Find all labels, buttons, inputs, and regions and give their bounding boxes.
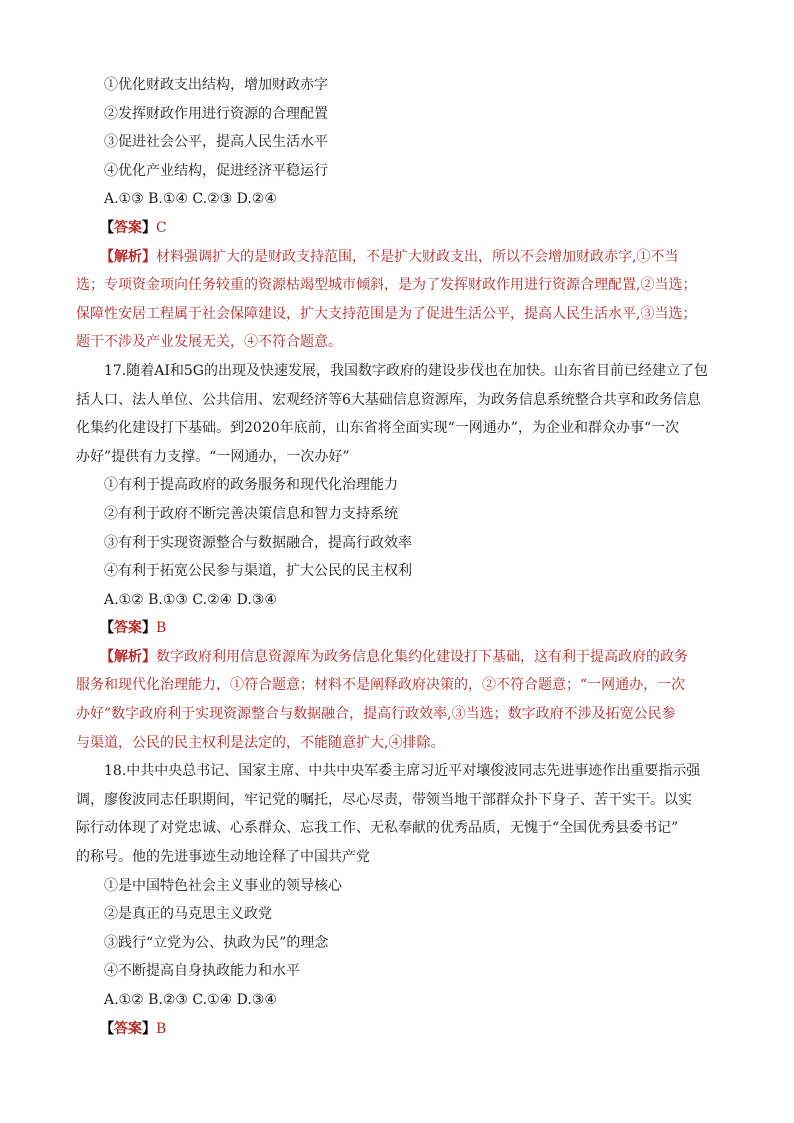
q16-analysis — [76, 243, 728, 357]
q17-analysis-line-2: 服务和现代化治理能力，①符合题意；材料不是阐释政府决策的，②不符合题意；“一网通办，一次 — [76, 677, 686, 694]
q18-option-1: ①是中国特色社会主义事业的领导核心 — [104, 877, 342, 894]
q17-option-4: ④有利于拓宽公民参与渠道，扩大公民的民主权利 — [104, 563, 412, 580]
q18-stem-line-3: 际行动体现了对党忠诚、心系群众、忘我工作、无私奉献的优秀品质，无愧于“全国优秀县委书记” — [76, 820, 679, 837]
q18-stem — [76, 757, 728, 871]
q17-stem-line-3: 化集约化建设打下基础。到2020年底前，山东省将全面实现“一网通办”，为企业和群众办事“一次 — [76, 420, 680, 437]
document-page — [76, 71, 728, 1043]
answer-value: C — [156, 219, 167, 236]
q16-analysis-line-3: 保障性安居工程属于社会保障建设，扩大支持范围是为了促进生活公平，提高人民生活水平,③当选； — [76, 305, 697, 322]
q17-option-3: ③有利于实现资源整合与数据融合，提高行政效率 — [104, 534, 412, 551]
q18-option-3: ③践行“立党为公、执政为民”的理念 — [104, 934, 329, 951]
answer-label: 答案 — [114, 620, 142, 637]
q18-option-2: ②是真正的马克思主义政党 — [104, 906, 272, 923]
q16-options — [76, 71, 728, 185]
q17-analysis-line-1: 【解析】数字政府利用信息资源库为政务信息化集约化建设打下基础，这有利于提高政府的政务 — [100, 648, 688, 665]
q16-analysis-line-1: 【解析】材料强调扩大的是财政支持范围，不是扩大财政支出，所以不会增加财政赤字,①不当 — [100, 248, 679, 265]
q17-stem — [76, 357, 728, 471]
q17-options — [76, 471, 728, 585]
answer-label: 答案 — [114, 1020, 142, 1037]
q18-stem-line-2: 调，廖俊波同志任职期间，牢记党的嘱托，尽心尽责，带领当地干部群众扑下身子、苦干实干。以实 — [76, 791, 692, 808]
q16-analysis-line-4: 题干不涉及产业发展无关，④不符合题意。 — [76, 334, 342, 351]
q17-option-1: ①有利于提高政府的政务服务和现代化治理能力 — [104, 477, 398, 494]
q16-option-4: ④优化产业结构，促进经济平稳运行 — [104, 162, 328, 179]
answer-value: B — [156, 620, 167, 637]
q17-analysis — [76, 643, 728, 757]
q18-stem-line-1: 18.中共中央总书记、国家主席、中共中央军委主席习近平对壤俊波同志先进事迹作出重要指示强 — [104, 763, 701, 780]
q17-analysis-line-4: 与渠道，公民的民主权利是法定的，不能随意扩大,④排除。 — [76, 734, 445, 751]
q16-option-3: ③促进社会公平，提高人民生活水平 — [104, 134, 328, 151]
q18-option-4: ④不断提高自身执政能力和水平 — [104, 963, 300, 980]
analysis-label: 解析 — [114, 248, 142, 265]
q18-answer: 【答案】B — [100, 1020, 167, 1037]
q16-choices: A.①③ B.①④ C.②③ D.②④ — [104, 191, 277, 208]
q17-analysis-line-3: 办好”数字政府利于实现资源整合与数据融合，提高行政效率,③当选；数字政府不涉及拓宽公民参 — [76, 706, 676, 723]
q16-option-2: ②发挥财政作用进行资源的合理配置 — [104, 105, 328, 122]
answer-label: 答案 — [114, 219, 142, 236]
answer-value: B — [156, 1020, 167, 1037]
analysis-label: 解析 — [114, 648, 142, 665]
q17-choices: A.①② B.①③ C.②④ D.③④ — [104, 591, 277, 608]
q16-option-1: ①优化财政支出结构，增加财政赤字 — [104, 77, 328, 93]
q18-stem-line-4: 的称号。他的先进事迹生动地诠释了中国共产党 — [76, 849, 370, 866]
q17-answer: 【答案】B — [100, 620, 167, 637]
q17-option-2: ②有利于政府不断完善决策信息和智力支持系统 — [104, 505, 398, 522]
q18-choices: A.①② B.②③ C.①④ D.③④ — [104, 992, 277, 1008]
q16-answer: 【答案】C — [100, 219, 167, 236]
q16-analysis-line-2: 选；专项资金项向任务较重的资源枯竭型城市倾斜，是为了发挥财政作用进行资源合理配置,②当选； — [76, 277, 697, 294]
q17-stem-line-4: 办好”提供有力支撑。“一网通办，一次办好” — [76, 448, 350, 465]
q17-stem-line-2: 括人口、法人单位、公共信用、宏观经济等6大基础信息资源库，为政务信息系统整合共享和政务信息 — [76, 391, 701, 408]
q17-stem-line-1: 17.随着AI和5G的出现及快速发展，我国数字政府的建设步伐也在加快。山东省目前已经建立了包 — [104, 362, 708, 379]
q18-options — [76, 872, 728, 986]
